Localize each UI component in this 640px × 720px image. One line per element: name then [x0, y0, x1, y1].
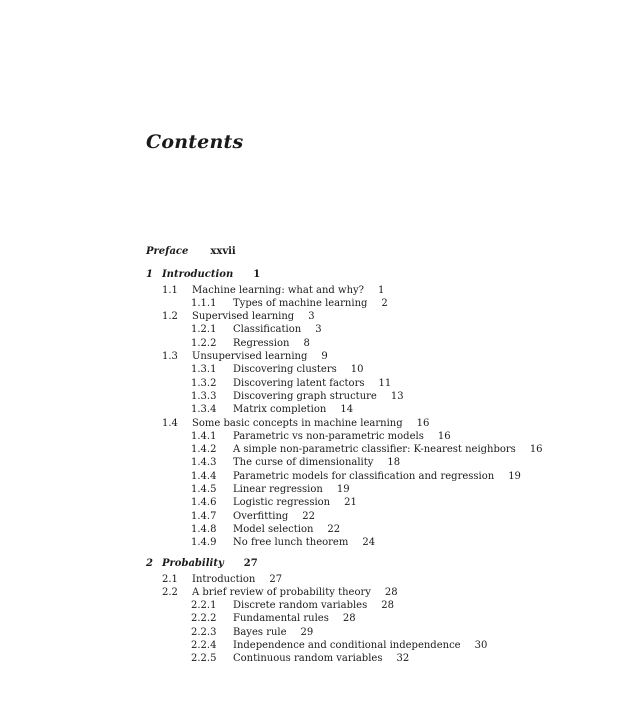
toc-subsection-1-4-8[interactable] [191, 524, 340, 536]
toc-chapter-1[interactable] [146, 269, 260, 281]
toc-entry-page: 27 [269, 573, 283, 585]
toc-entry-number: 1.4.4 [191, 470, 217, 482]
toc-entry-number: 1.4.8 [191, 523, 217, 535]
toc-entry-page: xxvii [210, 246, 236, 257]
toc-entry-title: Bayes rule [233, 626, 287, 638]
toc-entry-title: Logistic regression [233, 497, 331, 509]
toc-entry-number: 1.4.2 [191, 444, 217, 456]
toc-subsection-1-3-1[interactable] [191, 364, 364, 376]
toc-entry-page: 14 [340, 404, 354, 416]
toc-entry-number: 2.1 [162, 573, 178, 585]
toc-entry-page: 8 [303, 337, 310, 349]
toc-entry-page: 22 [302, 510, 316, 522]
toc-entry-title: Continuous random variables [233, 653, 383, 665]
toc-entry-page: 2 [381, 297, 388, 309]
toc-entry-page: 16 [437, 430, 451, 442]
toc-subsection-1-4-5[interactable] [191, 484, 350, 496]
toc-entry-page: 19 [508, 470, 521, 482]
toc-subsection-2-2-2[interactable] [191, 613, 356, 625]
toc-entry-page: 28 [342, 613, 356, 625]
toc-entry-page: 19 [336, 484, 350, 495]
toc-subsection-2-2-1[interactable] [191, 600, 394, 612]
toc-entry-number: 1.4.7 [191, 510, 217, 522]
toc-entry-title: Independence and conditional independence [233, 640, 461, 651]
toc-subsection-1-4-7[interactable] [191, 511, 315, 523]
toc-entry-title: Discovering clusters [233, 364, 337, 376]
toc-entry-number: 1.2.1 [191, 324, 217, 336]
toc-entry-number: 2.2.5 [191, 653, 217, 665]
toc-entry-number: 1.4.6 [191, 497, 217, 509]
toc-subsection-1-3-2[interactable] [191, 378, 391, 390]
toc-subsection-2-2-5[interactable] [191, 653, 409, 665]
toc-entry-title: Linear regression [233, 484, 323, 495]
toc-section-1-4[interactable] [162, 418, 429, 430]
toc-subsection-1-4-2[interactable] [191, 444, 543, 456]
toc-entry-page: 30 [474, 640, 488, 651]
toc-entry-preface[interactable] [146, 246, 236, 258]
toc-entry-title: No free lunch theorem [233, 537, 349, 549]
toc-entry-number: 1.1 [162, 284, 178, 296]
toc-entry-title: Preface [146, 246, 189, 257]
toc-subsection-1-1-1[interactable] [191, 298, 388, 310]
toc-entry-number: 2.2 [162, 586, 178, 598]
toc-entry-title: Classification [233, 324, 302, 336]
toc-entry-page: 3 [308, 311, 315, 323]
toc-entry-page: 1 [253, 269, 261, 280]
toc-entry-number: 2.2.3 [191, 626, 217, 638]
page-title: Contents [146, 131, 244, 153]
toc-entry-title: Introduction [162, 269, 234, 280]
toc-entry-title: Parametric models for classification and regression [233, 470, 495, 482]
toc-entry-title: A brief review of probability theory [192, 586, 371, 598]
toc-entry-number: 1.4.3 [191, 457, 217, 469]
toc-entry-page: 28 [384, 586, 398, 598]
toc-entry-number: 1.3.4 [191, 404, 217, 416]
toc-entry-number: 1.4.5 [191, 484, 217, 495]
toc-subsection-2-2-4[interactable] [191, 640, 487, 652]
toc-entry-page: 13 [390, 390, 404, 402]
toc-entry-title: Some basic concepts in machine learning [192, 417, 403, 429]
toc-entry-number: 1.3 [162, 351, 178, 362]
toc-entry-title: Fundamental rules [233, 613, 329, 625]
toc-entry-number: 1.3.1 [191, 364, 217, 376]
toc-entry-page: 3 [315, 324, 322, 336]
toc-entry-number: 1.4.1 [191, 430, 217, 442]
toc-subsection-1-4-4[interactable] [191, 471, 521, 483]
toc-section-1-3[interactable] [162, 351, 328, 363]
toc-section-2-1[interactable] [162, 574, 282, 586]
toc-subsection-1-4-9[interactable] [191, 537, 375, 549]
toc-entry-page: 29 [300, 626, 314, 638]
toc-entry-page: 11 [378, 377, 392, 389]
toc-entry-page: 18 [387, 457, 401, 469]
toc-entry-number: 2.2.4 [191, 640, 217, 651]
toc-entry-title: Matrix completion [233, 404, 327, 416]
toc-entry-page: 27 [243, 558, 258, 569]
toc-entry-number: 1.3.2 [191, 377, 217, 389]
toc-entry-number: 1.2.2 [191, 337, 217, 349]
toc-entry-page: 1 [378, 284, 385, 296]
toc-entry-title: Types of machine learning [233, 297, 368, 309]
toc-subsection-1-4-3[interactable] [191, 457, 400, 469]
toc-entry-title: Discovering graph structure [233, 390, 377, 402]
toc-subsection-1-2-2[interactable] [191, 338, 310, 350]
toc-entry-title: Introduction [192, 573, 256, 585]
toc-entry-page: 24 [362, 537, 376, 549]
toc-entry-title: Parametric vs non-parametric models [233, 430, 424, 442]
toc-subsection-1-4-6[interactable] [191, 497, 357, 509]
toc-subsection-1-4-1[interactable] [191, 431, 451, 443]
toc-entry-title: A simple non-parametric classifier: K-nearest neighbors [233, 444, 516, 456]
toc-entry-title: The curse of dimensionality [233, 457, 374, 469]
toc-entry-number: 1.1.1 [191, 297, 217, 309]
toc-subsection-1-3-4[interactable] [191, 404, 353, 416]
toc-entry-number: 1.3.3 [191, 390, 217, 402]
toc-section-1-1[interactable] [162, 285, 384, 297]
toc-entry-number: 2 [146, 558, 153, 569]
toc-entry-number: 2.2.2 [191, 613, 217, 625]
toc-entry-page: 9 [321, 351, 328, 362]
toc-subsection-1-3-3[interactable] [191, 391, 404, 403]
toc-section-1-2[interactable] [162, 311, 315, 323]
toc-section-2-2[interactable] [162, 587, 398, 599]
toc-subsection-2-2-3[interactable] [191, 627, 313, 639]
toc-entry-title: Overfitting [233, 510, 289, 522]
toc-entry-page: 21 [344, 497, 357, 509]
toc-entry-title: Probability [162, 558, 224, 569]
toc-subsection-1-2-1[interactable] [191, 324, 322, 336]
toc-entry-page: 28 [381, 600, 394, 612]
toc-entry-page: 22 [327, 523, 341, 535]
toc-entry-page: 32 [396, 653, 410, 665]
toc-entry-title: Discrete random variables [233, 600, 368, 612]
toc-entry-number: 1.2 [162, 311, 178, 323]
toc-entry-title: Regression [233, 337, 290, 349]
toc-entry-number: 1 [146, 269, 153, 280]
toc-entry-title: Machine learning: what and why? [192, 284, 365, 296]
toc-entry-title: Unsupervised learning [192, 351, 308, 362]
toc-entry-number: 1.4 [162, 417, 178, 429]
toc-entry-number: 1.4.9 [191, 537, 217, 549]
toc-entry-number: 2.2.1 [191, 600, 217, 612]
toc-entry-page: 16 [529, 444, 543, 456]
toc-chapter-2[interactable] [146, 558, 258, 570]
toc-entry-title: Model selection [233, 523, 314, 535]
toc-entry-title: Supervised learning [192, 311, 295, 323]
toc-entry-title: Discovering latent factors [233, 377, 365, 389]
toc-entry-page: 10 [350, 364, 364, 376]
toc-entry-page: 16 [416, 417, 430, 429]
